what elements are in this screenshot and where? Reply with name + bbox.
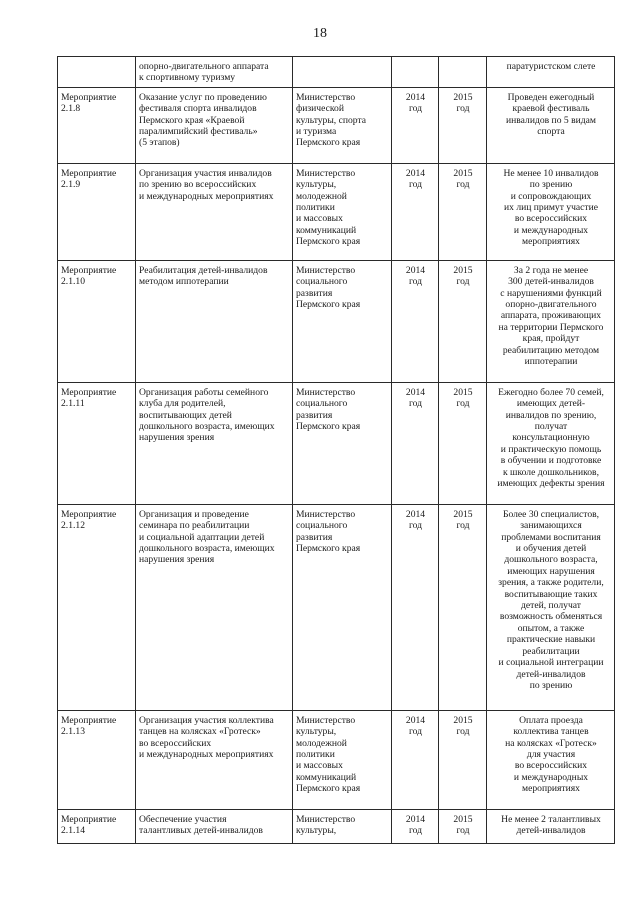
measure-name-cell: Организация работы семейного клуба для родителей, воспитывающих детей дошкольного возраста, имеющих нарушения зрения [136,382,293,504]
table-row [58,504,615,710]
start-year-cell: 2014 год [392,260,439,382]
measure-code-cell: Мероприятие 2.1.9 [58,163,136,260]
start-year-cell: 2014 год [392,504,439,710]
table-row [58,809,615,843]
expected-result-cell: Оплата проезда коллектива танцев на колясках «Гротеск» для участия во всероссийских и международных мероприятиях [487,710,615,809]
end-year-cell: 2015 год [439,809,487,843]
measure-code-cell: Мероприятие 2.1.11 [58,382,136,504]
table-row [58,382,615,504]
measure-code-cell: Мероприятие 2.1.13 [58,710,136,809]
start-year-cell: 2014 год [392,163,439,260]
measure-name-cell: Обеспечение участия талантливых детей-инвалидов [136,809,293,843]
table-row [58,57,615,88]
expected-result-cell: паратуристском слете [487,57,615,88]
executor-cell: Министерство культуры, [293,809,392,843]
measure-name-cell: Реабилитация детей-инвалидов методом иппотерапии [136,260,293,382]
executor-cell: Министерство социального развития Пермского края [293,260,392,382]
start-year-cell: 2014 год [392,382,439,504]
measure-name-cell: Организация и проведение семинара по реабилитации и социальной адаптации детей дошкольного возраста, имеющих нарушения зрения [136,504,293,710]
table-row [58,260,615,382]
measure-code-cell: Мероприятие 2.1.8 [58,87,136,163]
end-year-cell: 2015 год [439,504,487,710]
measure-name-cell: опорно-двигательного аппарата к спортивному туризму [136,57,293,88]
start-year-cell [392,57,439,88]
start-year-cell: 2014 год [392,809,439,843]
expected-result-cell: Не менее 10 инвалидов по зрению и сопровождающих их лиц примут участие во всероссийских и международных мероприятиях [487,163,615,260]
start-year-cell: 2014 год [392,87,439,163]
end-year-cell: 2015 год [439,710,487,809]
page-number: 18 [313,26,327,41]
measures-table [57,56,615,844]
executor-cell: Министерство физической культуры, спорта и туризма Пермского края [293,87,392,163]
expected-result-cell: Ежегодно более 70 семей, имеющих детей- инвалидов по зрению, получат консультационную и практическую помощь в обучении и подготовке к школе дошкольников, имеющих дефекты зрения [487,382,615,504]
executor-cell: Министерство социального развития Пермского края [293,382,392,504]
measure-name-cell: Организация участия коллектива танцев на колясках «Гротеск» во всероссийских и международных мероприятиях [136,710,293,809]
measure-code-cell: Мероприятие 2.1.14 [58,809,136,843]
end-year-cell: 2015 год [439,163,487,260]
end-year-cell: 2015 год [439,382,487,504]
measure-code-cell [58,57,136,88]
executor-cell: Министерство социального развития Пермского края [293,504,392,710]
expected-result-cell: Более 30 специалистов, занимающихся проблемами воспитания и обучения детей дошкольного возраста, имеющих нарушения зрения, а также родители, воспитывающие таких детей, получат возможность обменяться опытом, а также практические навыки реабилитации и социальной интеграции детей-инвалидов по зрению [487,504,615,710]
executor-cell: Министерство культуры, молодежной политики и массовых коммуникаций Пермского края [293,710,392,809]
end-year-cell [439,57,487,88]
table-row [58,710,615,809]
measure-name-cell: Организация участия инвалидов по зрению во всероссийских и международных мероприятиях [136,163,293,260]
end-year-cell: 2015 год [439,87,487,163]
expected-result-cell: Не менее 2 талантливых детей-инвалидов [487,809,615,843]
measure-name-cell: Оказание услуг по проведению фестиваля спорта инвалидов Пермского края «Краевой паралимпийский фестиваль» (5 этапов) [136,87,293,163]
table-row [58,87,615,163]
executor-cell [293,57,392,88]
expected-result-cell: Проведен ежегодный краевой фестиваль инвалидов по 5 видам спорта [487,87,615,163]
measure-code-cell: Мероприятие 2.1.10 [58,260,136,382]
measure-code-cell: Мероприятие 2.1.12 [58,504,136,710]
measures-table-body [58,57,615,844]
end-year-cell: 2015 год [439,260,487,382]
start-year-cell: 2014 год [392,710,439,809]
table-row [58,163,615,260]
expected-result-cell: За 2 года не менее 300 детей-инвалидов с нарушениями функций опорно-двигательного аппарата, проживающих на территории Пермского края, пройдут реабилитацию методом иппотерапии [487,260,615,382]
executor-cell: Министерство культуры, молодежной политики и массовых коммуникаций Пермского края [293,163,392,260]
